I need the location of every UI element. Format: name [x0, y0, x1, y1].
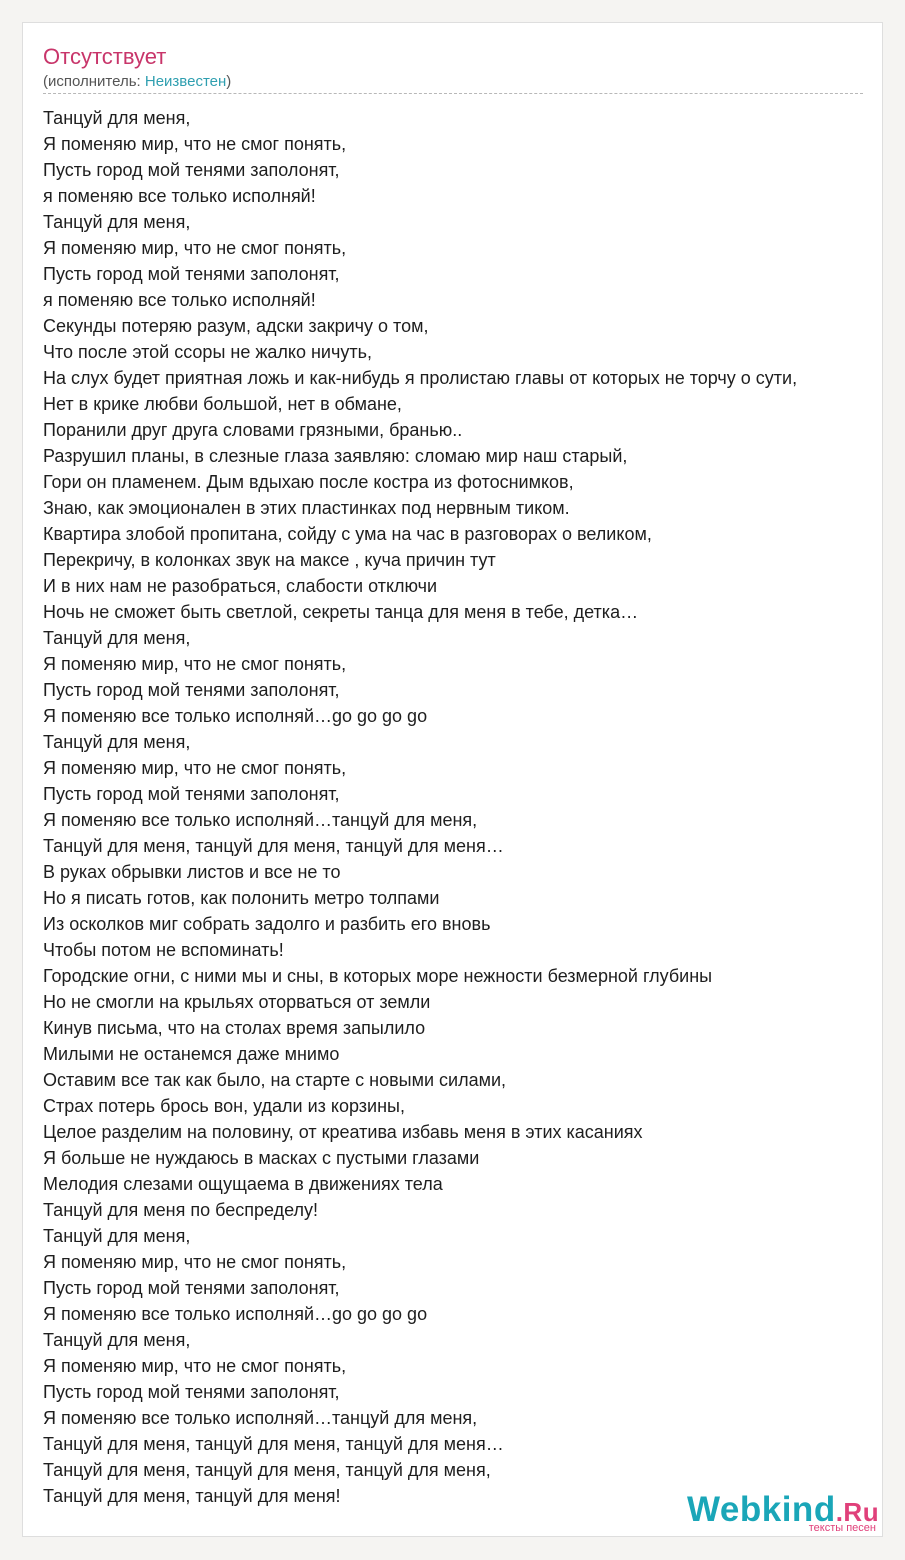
logo-tagline: тексты песен [808, 1522, 876, 1534]
lyric-line: Я поменяю мир, что не смог понять, [43, 654, 347, 674]
lyric-line: Городские огни, с ними мы и сны, в которых море нежности безмерной глубины [43, 966, 713, 986]
lyric-line: Гори он пламенем. Дым вдыхаю после костра из фотоснимков, [43, 472, 574, 492]
lyric-line: Милыми не останемся даже мнимо [43, 1044, 340, 1064]
artist-suffix: ) [226, 73, 232, 90]
lyric-line: Но я писать готов, как полонить метро толпами [43, 888, 440, 908]
lyrics-card [22, 22, 883, 1537]
lyric-line: Танцуй для меня, [43, 732, 191, 752]
lyric-line: Танцуй для меня, танцуй для меня, танцуй для меня… [43, 836, 504, 856]
lyric-line: Пусть город мой тенями заполонят, [43, 1278, 340, 1298]
lyric-line: Я поменяю мир, что не смог понять, [43, 1356, 347, 1376]
lyric-line: Танцуй для меня, [43, 212, 191, 232]
lyric-line: Нет в крике любви большой, нет в обмане, [43, 394, 402, 414]
lyric-line: Пусть город мой тенями заполонят, [43, 784, 340, 804]
artist-prefix: (исполнитель: [43, 73, 145, 90]
lyric-line: Я поменяю все только исполняй…танцуй для меня, [43, 810, 478, 830]
header-divider [43, 93, 863, 94]
lyric-line: Танцуй для меня, [43, 1226, 191, 1246]
lyric-line: Пусть город мой тенями заполонят, [43, 160, 340, 180]
artist-line [43, 73, 231, 91]
lyric-line: Пусть город мой тенями заполонят, [43, 1382, 340, 1402]
lyric-line: Ночь не сможет быть светлой, секреты танца для меня в тебе, детка… [43, 602, 639, 622]
lyric-line: Что после этой ссоры не жалко ничуть, [43, 342, 372, 362]
lyric-line: Танцуй для меня, танцуй для меня, танцуй для меня… [43, 1434, 504, 1454]
lyric-line: Я поменяю мир, что не смог понять, [43, 1252, 347, 1272]
lyric-line: Поранили друг друга словами грязными, бранью.. [43, 420, 463, 440]
lyric-line: Я поменяю все только исполняй…танцуй для меня, [43, 1408, 478, 1428]
site-logo[interactable] [687, 1490, 882, 1536]
lyric-line: Я больше не нуждаюсь в масках с пустыми глазами [43, 1148, 480, 1168]
lyric-line: Танцуй для меня, [43, 108, 191, 128]
lyric-line: Квартира злобой пропитана, сойду с ума на час в разговорах о великом, [43, 524, 652, 544]
logo-tld: .Ru [835, 1497, 880, 1527]
lyric-line: Танцуй для меня, [43, 1330, 191, 1350]
artist-link[interactable]: Неизвестен [144, 73, 227, 90]
lyric-line: Я поменяю мир, что не смог понять, [43, 238, 347, 258]
lyric-line: Знаю, как эмоционален в этих пластинках под нервным тиком. [43, 498, 570, 518]
lyric-line: Секунды потеряю разум, адски закричу о том, [43, 316, 429, 336]
lyric-line: Пусть город мой тенями заполонят, [43, 680, 340, 700]
lyric-line: Оставим все так как было, на старте с новыми силами, [43, 1070, 507, 1090]
lyric-line: я поменяю все только исполняй! [43, 290, 316, 310]
lyric-line: Кинув письма, что на столах время запылило [43, 1018, 426, 1038]
lyric-line: В руках обрывки листов и все не то [43, 862, 341, 882]
lyric-line: Перекричу, в колонках звук на максе , куча причин тут [43, 550, 496, 570]
lyric-line: Но не смогли на крыльях оторваться от земли [43, 992, 431, 1012]
lyric-line: Танцуй для меня, [43, 628, 191, 648]
lyric-line: Из осколков миг собрать задолго и разбить его вновь [43, 914, 491, 934]
lyric-line: На слух будет приятная ложь и как-нибудь я пролистаю главы от которых не торчу о сути, [43, 368, 798, 388]
lyric-line: Я поменяю мир, что не смог понять, [43, 758, 347, 778]
lyric-line: Я поменяю мир, что не смог понять, [43, 134, 347, 154]
lyric-line: Разрушил планы, в слезные глаза заявляю: сломаю мир наш старый, [43, 446, 628, 466]
lyric-line: Я поменяю все только исполняй…go go go go [43, 706, 428, 726]
lyric-line: Танцуй для меня по беспределу! [43, 1200, 319, 1220]
song-title: Отсутствует [43, 44, 167, 69]
lyric-line: Пусть город мой тенями заполонят, [43, 264, 340, 284]
lyric-line: Страх потерь брось вон, удали из корзины, [43, 1096, 405, 1116]
lyric-line: Целое разделим на половину, от креатива избавь меня в этих касаниях [43, 1122, 643, 1142]
logo-word: Webkind [687, 1490, 836, 1529]
lyric-line: Чтобы потом не вспоминать! [43, 940, 284, 960]
lyric-line: Мелодия слезами ощущаема в движениях тела [43, 1174, 443, 1194]
lyric-line: я поменяю все только исполняй! [43, 186, 316, 206]
lyric-line: Я поменяю все только исполняй…go go go go [43, 1304, 428, 1324]
lyric-line: Танцуй для меня, танцуй для меня, танцуй для меня, [43, 1460, 491, 1480]
lyric-line: И в них нам не разобраться, слабости отключи [43, 576, 438, 596]
lyric-line: Танцуй для меня, танцуй для меня! [43, 1486, 341, 1506]
lyrics-text [43, 105, 797, 1509]
